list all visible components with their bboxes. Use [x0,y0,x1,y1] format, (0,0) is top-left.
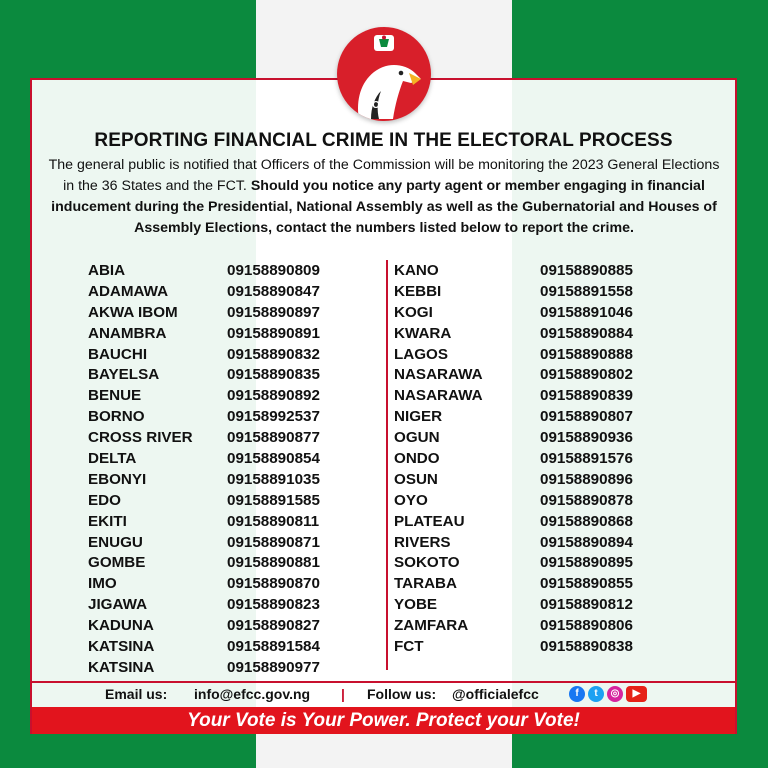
state-name: DELTA [88,450,137,468]
phone-number: 09158890835 [227,366,320,384]
intro-text: The general public is notified that Officers of the Commission will be monitoring the 2023 General Elections in the 36 States and the FCT. [48,157,720,194]
phone-number: 09158890838 [540,638,633,656]
state-name: ONDO [394,450,440,468]
phone-number: 09158891585 [227,491,320,509]
phone-number: 09158890884 [540,324,633,342]
phone-number: 09158890802 [540,366,633,384]
state-name: IMO [88,575,117,593]
slogan-banner [32,707,735,734]
state-name: FCT [394,638,424,656]
state-name: SOKOTO [394,554,460,572]
slogan-text: Your Vote is Your Power. Protect your Vote! [187,710,580,731]
state-name: KANO [394,262,439,279]
youtube-icon[interactable]: ▶ [626,686,647,702]
state-name: ANAMBRA [88,324,167,342]
instagram-icon[interactable]: ◎ [607,686,623,702]
phone-number: 09158890877 [227,429,320,447]
state-name: AKWA IBOM [88,303,178,321]
email-label: Email us: [105,686,168,702]
phone-number: 09158890812 [540,596,633,614]
contact-bar [30,684,737,706]
state-name: TARABA [394,575,457,593]
footer-separator: | [341,686,345,702]
phone-number: 09158992537 [227,408,320,426]
state-name: EKITI [88,512,127,530]
state-name: KATSINA [88,658,155,676]
state-name: LAGOS [394,345,449,363]
phone-number: 09158890855 [540,575,633,593]
phone-number: 09158890854 [227,450,320,468]
phone-number: 09158890895 [540,554,633,572]
phone-number: 09158890809 [227,262,320,279]
phone-number: 09158890888 [540,345,633,363]
phone-number: 09158890896 [540,470,633,488]
intro-emphasis: Should you notice any party agent or member engaging in financial inducement during the Presidential, National Assembly as well as the Gubernatorial and Houses of Assembly Elections, contact the numbers listed below to report the crime. [51,178,717,236]
phone-number: 09158890839 [540,387,633,405]
phone-number: 09158890807 [540,408,633,426]
phone-number: 09158890936 [540,429,633,447]
social-icons [567,686,663,704]
state-name: KEBBI [394,282,442,300]
state-name: ADAMAWA [88,282,169,300]
state-name: NASARAWA [394,387,483,405]
state-name: EDO [88,491,121,509]
state-name: ABIA [88,262,126,279]
efcc-logo [337,27,431,121]
state-name: KOGI [394,303,433,321]
state-name: CROSS RIVER [88,429,193,447]
state-name: BORNO [88,408,145,426]
phone-number: 09158891558 [540,282,633,300]
state-name: OSUN [394,470,438,488]
phone-number: 09158890881 [227,554,320,572]
phone-number: 09158890871 [227,533,320,551]
state-name: ENUGU [88,533,143,551]
state-name: NASARAWA [394,366,483,384]
phone-number: 09158890891 [227,324,320,342]
phone-number: 09158890894 [540,533,633,551]
email-link[interactable]: info@efcc.gov.ng [194,686,311,702]
intro-paragraph [48,155,720,239]
state-name: GOMBE [88,554,146,572]
phone-number: 09158890827 [227,617,320,635]
phone-number: 09158890897 [227,303,320,321]
facebook-icon[interactable]: f [569,686,585,702]
state-name: NIGER [394,408,443,426]
state-name: YOBE [394,596,438,614]
phone-number: 09158890847 [227,282,320,300]
state-name: BAUCHI [88,345,148,363]
state-name: PLATEAU [394,512,465,530]
phone-number: 09158890870 [227,575,320,593]
phone-number: 09158891035 [227,470,320,488]
page-title: REPORTING FINANCIAL CRIME IN THE ELECTORAL PROCESS [94,130,673,151]
phone-number: 09158890892 [227,387,320,405]
phone-number: 09158891046 [540,303,633,321]
logo-text: EFCC [359,100,387,111]
state-name: RIVERS [394,533,451,551]
state-name: BAYELSA [88,366,160,384]
phone-number: 09158890823 [227,596,320,614]
phone-number: 09158890885 [540,262,633,279]
state-name: KWARA [394,324,452,342]
social-handle[interactable]: @officialefcc [452,686,539,702]
state-name: OGUN [394,429,440,447]
phone-number: 09158890868 [540,512,633,530]
state-name: KADUNA [88,617,154,635]
state-name: OYO [394,491,428,509]
phone-number: 09158890878 [540,491,633,509]
state-name: KATSINA [88,638,155,656]
state-name: JIGAWA [88,596,148,614]
footer-divider [30,681,737,683]
phone-number: 09158891584 [227,638,320,656]
phone-number: 09158890977 [227,658,320,676]
twitter-icon[interactable]: t [588,686,604,702]
phone-number: 09158890832 [227,345,320,363]
phone-number: 09158891576 [540,450,633,468]
state-name: ZAMFARA [394,617,469,635]
column-divider [386,260,388,670]
phone-number: 09158890811 [227,512,320,530]
phone-number: 09158890806 [540,617,633,635]
coat-of-arms-icon [372,33,396,53]
follow-label: Follow us: [367,686,437,702]
state-name: BENUE [88,387,142,405]
state-name: EBONYI [88,470,147,488]
